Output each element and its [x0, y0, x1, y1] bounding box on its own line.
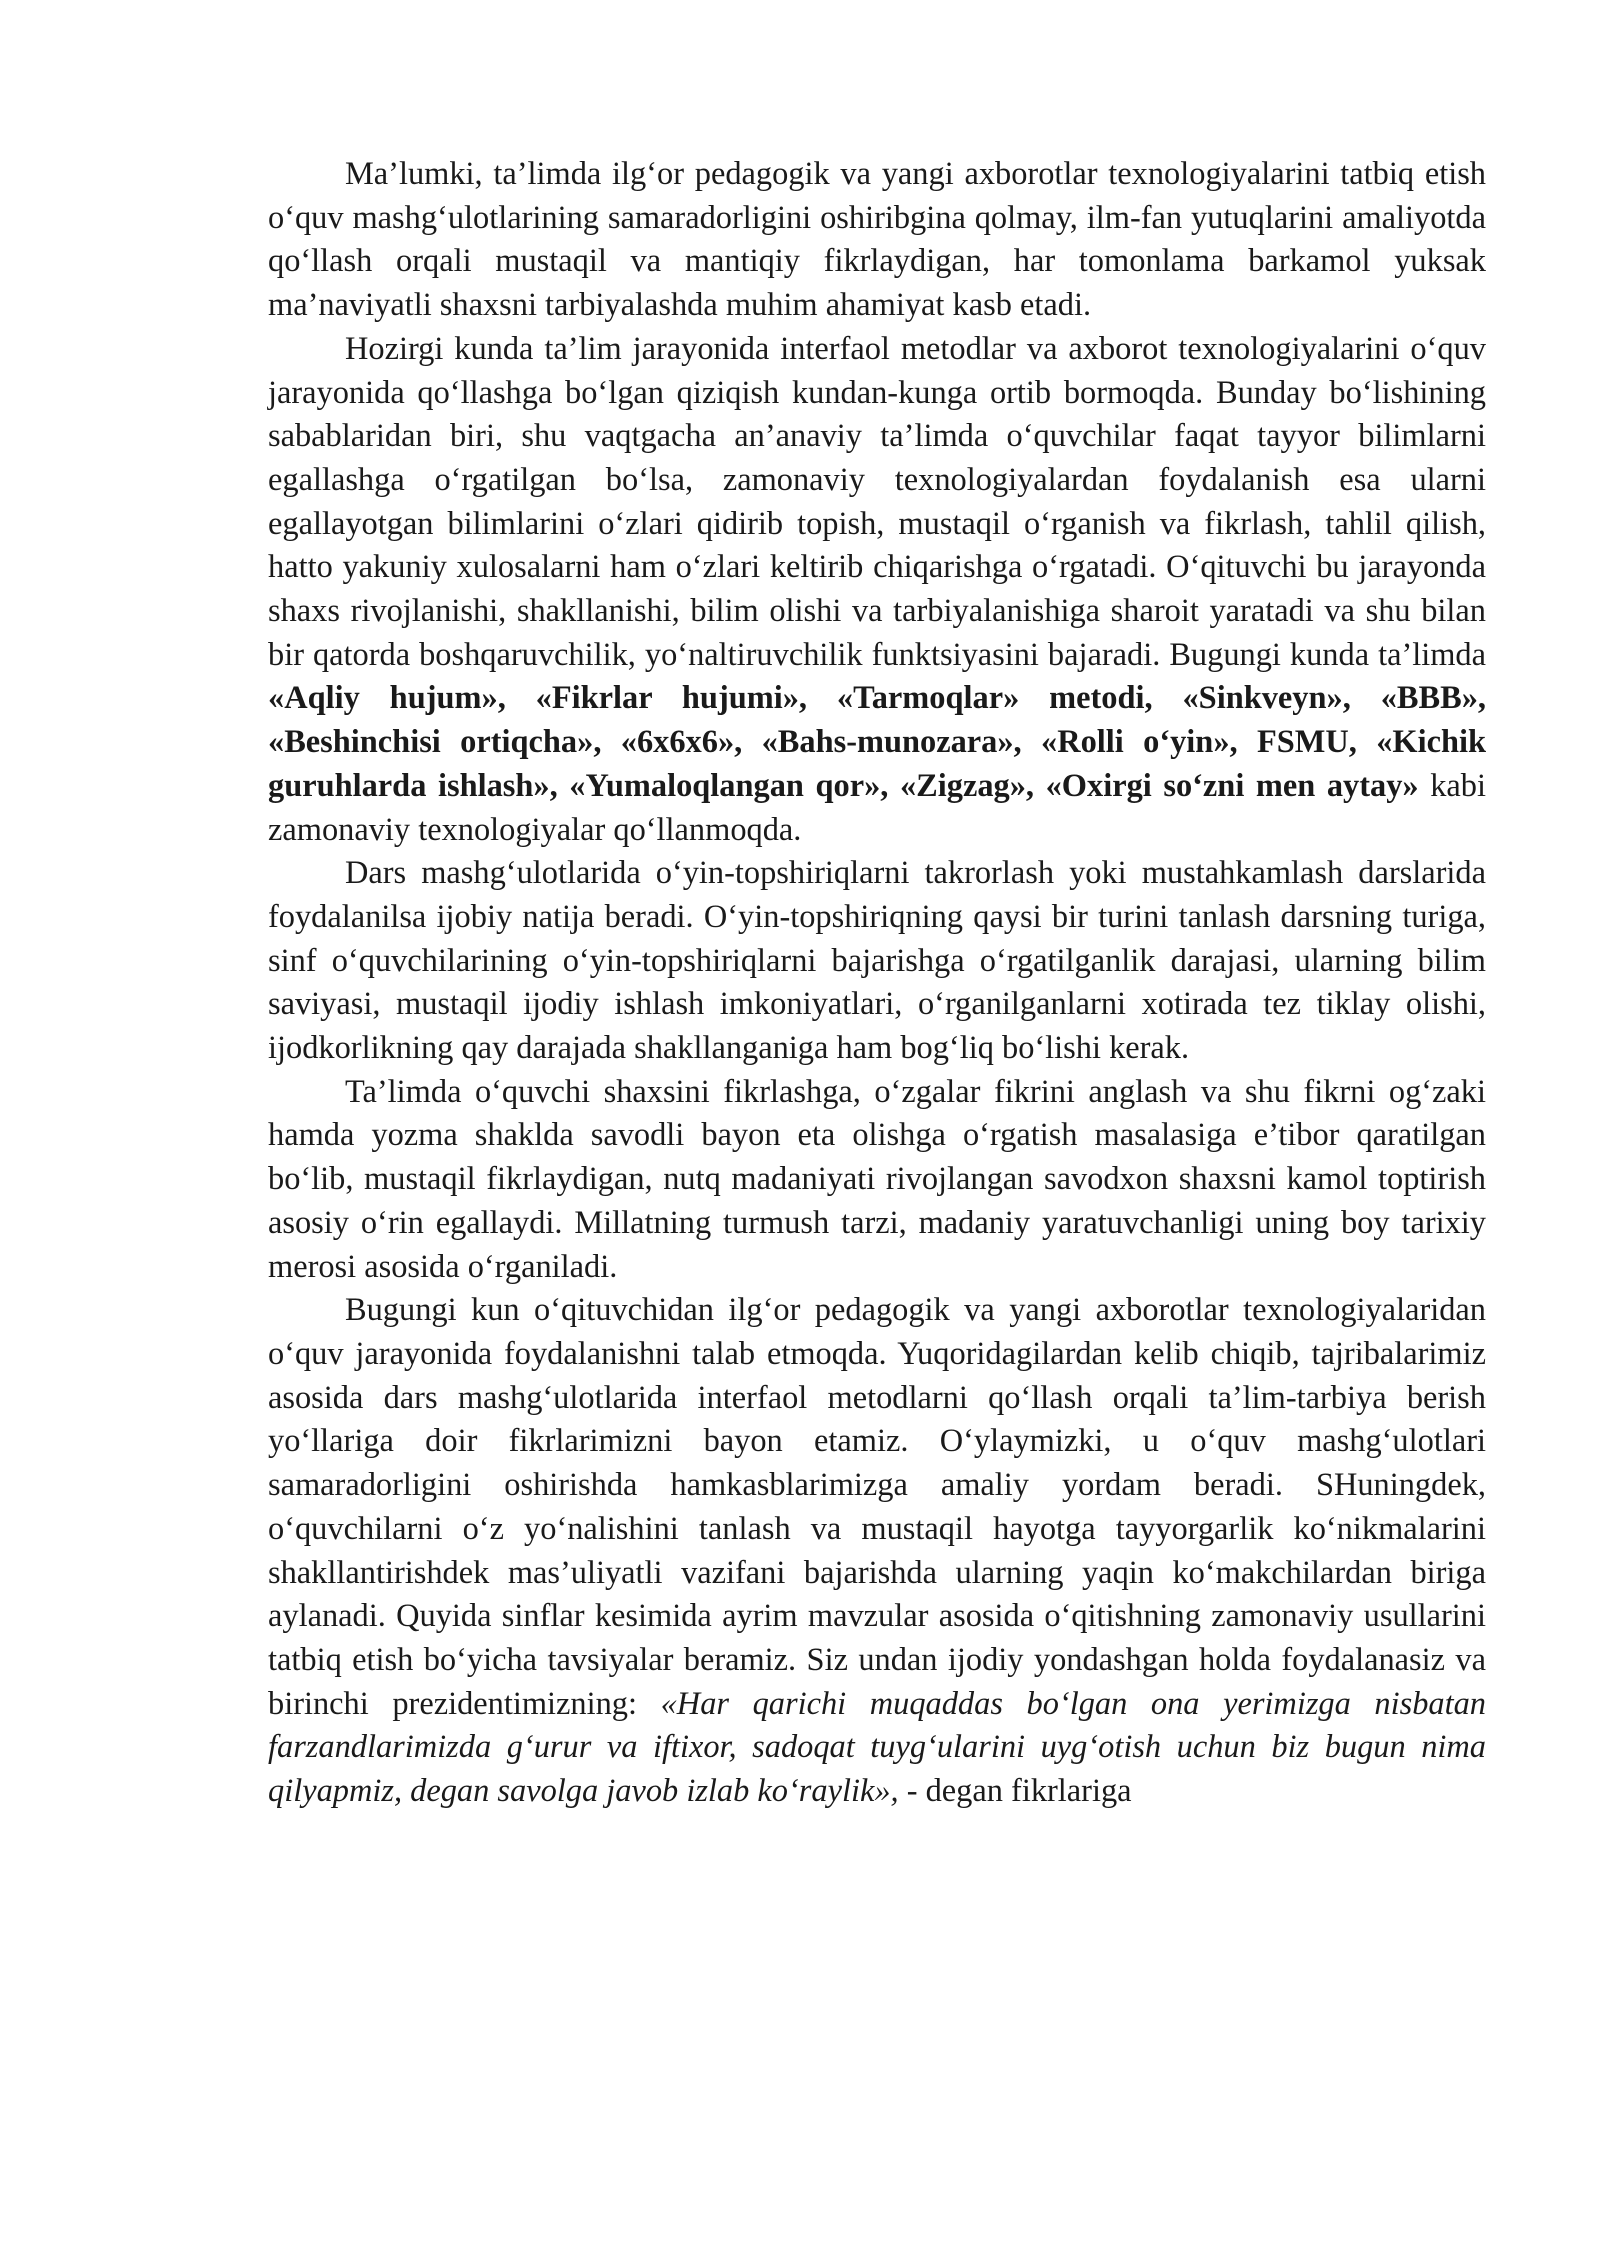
paragraph-4-text: Ta’limda o‘quvchi shaxsini fikrlashga, o‘zgalar fikrini anglash va shu fikrni og‘zaki hamda yozma shaklda savodli bayon eta olishga o‘rgatish masalasiga e’tibor qaratilgan bo‘lib, mustaqil fikrlaydigan, nutq madaniyati rivojlangan savodxon shaxsni kamol toptirish asosiy o‘rin egallaydi. Millatning turmush tarzi, madaniy yaratuvchanligi uning boy tarixiy merosi asosida o‘rganiladi.: [268, 1073, 1486, 1285]
paragraph-2-tail: kabi zamonaviy texnologiyalar qo‘llanmoqda.: [268, 767, 1486, 848]
paragraph-5-lead: Bugungi kun o‘qituvchidan ilg‘or pedagogik va yangi axborotlar texnologiyalaridan o‘quv jarayonida foydalanishni talab etmoqda. Yuqoridagilardan kelib chiqib, tajribalarimiz asosida dars mashg‘ulotlarida interfaol metodlarni qo‘llash orqali ta’lim-tarbiya berish yo‘llariga doir fikrlarimizni bayon etamiz. O‘ylaymizki, u o‘quv mashg‘ulotlari samaradorligini oshirishda hamkasblarimizga amaliy yordam beradi. SHuningdek, o‘quvchilarni o‘z yo‘nalishini tanlash va mustaqil hayotga tayyorgarlik ko‘nikmalarini shakllantirishdek mas’uliyatli vazifani bajarishda ularning yaqin ko‘makchilardan biriga aylanadi. Quyida sinflar kesimida ayrim mavzular asosida o‘qitishning zamonaviy usullarini tatbiq etish bo‘yicha tavsiyalar beramiz. Siz undan ijodiy yondashgan holda foydalanasiz va birinchi prezidentimizning:: [268, 1292, 1486, 1722]
paragraph-1: [268, 153, 1486, 328]
paragraph-3-text: Dars mashg‘ulotlarida o‘yin-topshiriqlarni takrorlash yoki mustahkamlash darslarida foydalanilsa ijobiy natija beradi. O‘yin-topshiriqning qaysi bir turini tanlash darsning turiga, sinf o‘quvchilarining o‘yin-topshiriqlarni bajarishga o‘rgatilganlik darajasi, ularning bilim saviyasi, mustaqil ijodiy ishlash imkoniyatlari, o‘rganilganlarni xotirada tez tiklay olishi, ijodkorlikning qay darajada shakllanganiga ham bog‘liq bo‘lishi kerak.: [268, 855, 1486, 1067]
paragraph-5-quote: «Har qarichi muqaddas bo‘lgan ona yerimizga nisbatan farzandlarimizda g‘urur va iftixor, sadoqat tuyg‘ularini uyg‘otish uchun biz bugun nima qilyapmiz, degan savolga javob izlab ko‘raylik»,: [268, 1685, 1486, 1810]
paragraph-3: [268, 852, 1486, 1071]
paragraph-1-text: Ma’lumki, ta’limda ilg‘or pedagogik va yangi axborotlar texnologiyalarini tatbiq etish o‘quv mashg‘ulotlarining samaradorligini oshiribgina qolmay, ilm-fan yutuqlarini amaliyotda qo‘llash orqali mustaqil va mantiqiy fikrlaydigan, har tomonlama barkamol yuksak ma’naviyatli shaxsni tarbiyalashda muhim ahamiyat kasb etadi.: [268, 156, 1486, 324]
paragraph-4: [268, 1071, 1486, 1290]
paragraph-2-methods: «Aqliy hujum», «Fikrlar hujumi», «Tarmoqlar» metodi, «Sinkveyn», «BBB», «Beshinchisi ortiqcha», «6x6x6», «Bahs-munozara», «Rolli o‘yin», FSMU, «Kichik guruhlarda ishlash», «Yumaloqlangan qor», «Zigzag», «Oxirgi so‘zni men aytay»: [268, 680, 1486, 804]
paragraph-5: [268, 1289, 1486, 1813]
paragraph-2-lead: Hozirgi kunda ta’lim jarayonida interfaol metodlar va axborot texnologiyalarini o‘quv jarayonida qo‘llashga bo‘lgan qiziqish kundan-kunga ortib bormoqda. Bunday bo‘lishining sabablaridan biri, shu vaqtgacha an’anaviy ta’limda o‘quvchilar faqat tayyor bilimlarni egallashga o‘rgatilgan bo‘lsa, zamonaviy texnologiyalardan foydalanish esa ularni egallayotgan bilimlarini o‘zlari qidirib topish, mustaqil o‘rganish va fikrlash, tahlil qilish, hatto yakuniy xulosalarni ham o‘zlari keltirib chiqarishga o‘rgatadi. O‘qituvchi bu jarayonda shaxs rivojlanishi, shakllanishi, bilim olishi va tarbiyalanishiga sharoit yaratadi va shu bilan bir qatorda boshqaruvchilik, yo‘naltiruvchilik funktsiyasini bajaradi. Bugungi kunda ta’limda: [268, 330, 1486, 673]
document-page: [268, 153, 1486, 1814]
paragraph-2: [268, 328, 1486, 852]
paragraph-5-tail: - degan fikrlariga: [898, 1773, 1132, 1810]
